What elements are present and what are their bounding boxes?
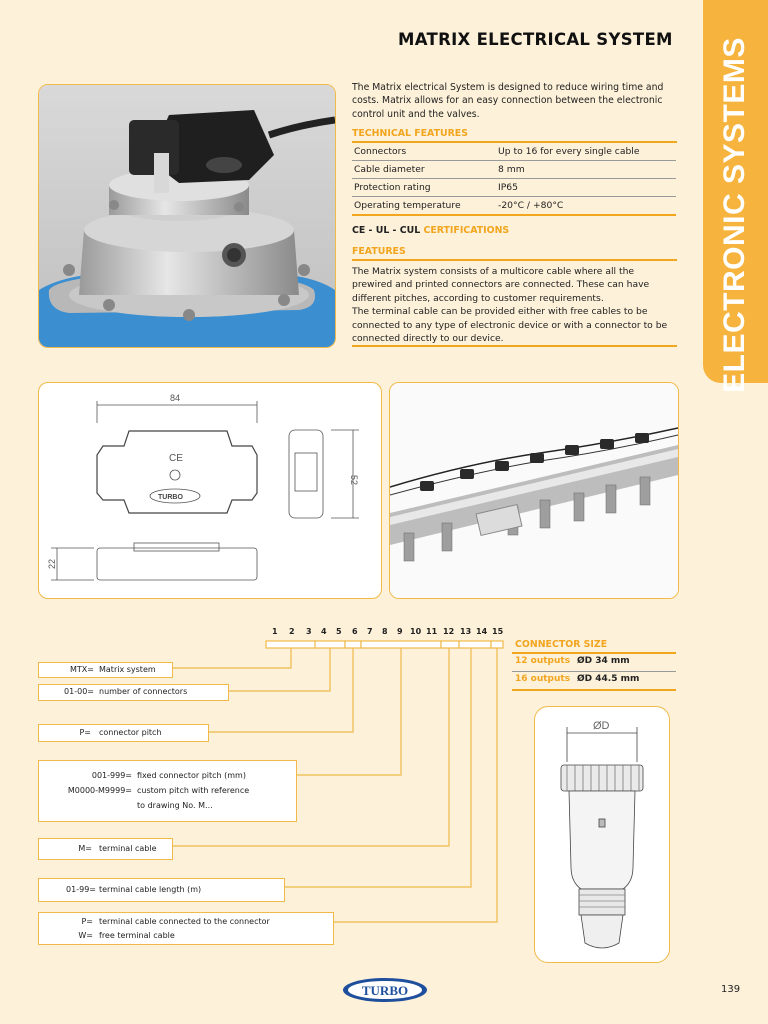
code-value: P= [81, 917, 93, 926]
features-paragraph: The Matrix system consists of a multicore cable where all the prewired and printed connectors are connected. These can have different pitches, according to customer requirements. [352, 266, 650, 304]
connector-drawing-frame [534, 706, 670, 963]
code-description: terminal cable length (m) [99, 885, 202, 894]
spec-label: Protection rating [352, 179, 496, 197]
position-number: 1 [272, 627, 278, 636]
outputs-label: 12 outputs [515, 656, 571, 666]
spec-value: IP65 [496, 179, 676, 197]
diameter-label: ØD [593, 720, 610, 732]
position-number: 5 [336, 627, 342, 636]
code-box-pitch-values [38, 760, 297, 822]
position-number: 4 [321, 627, 327, 636]
code-description: Matrix system [99, 665, 156, 674]
position-number: 12 [443, 627, 455, 636]
code-description: number of connectors [99, 687, 188, 696]
position-number: 14 [476, 627, 488, 636]
diameter-value: ØD 34 mm [577, 656, 630, 666]
dimension-width: 84 [170, 393, 181, 403]
turbo-logo [342, 977, 428, 1003]
position-number: 10 [410, 627, 422, 636]
round-connector-drawing [535, 707, 669, 962]
code-description: terminal cable [99, 844, 157, 853]
code-value: M= [78, 844, 92, 853]
features-heading: FEATURES [352, 246, 406, 257]
dimension-height: 52 [349, 475, 359, 486]
code-value: 01-00= [64, 687, 94, 696]
spec-value: Up to 16 for every single cable [496, 143, 676, 161]
code-box-terminal [38, 838, 173, 860]
position-number: 13 [460, 627, 472, 636]
dimension-thickness: 22 [47, 558, 57, 569]
logo-text: TURBO [361, 983, 409, 998]
position-number: 2 [289, 627, 295, 636]
position-number: 6 [352, 627, 358, 636]
code-description: fixed connector pitch (mm) [137, 771, 246, 780]
position-number: 11 [426, 627, 438, 636]
features-paragraph: The terminal cable can be provided either with free cables to be connected to any type of electronic device or with a connector to be connected directly to our device. [352, 306, 668, 345]
code-description: to drawing No. M... [137, 801, 213, 810]
code-value: P= [79, 728, 91, 737]
code-description: free terminal cable [99, 931, 175, 940]
position-number: 8 [382, 627, 388, 636]
certifications-label: CERTIFICATIONS [423, 225, 510, 236]
position-number: 7 [367, 627, 373, 636]
diameter-value: ØD 44.5 mm [577, 674, 640, 684]
code-box-pitch [38, 724, 209, 742]
position-number: 15 [492, 627, 504, 636]
spec-label: Connectors [352, 143, 496, 161]
code-description: connector pitch [99, 728, 162, 737]
page-number: 139 [721, 984, 741, 995]
spec-label: Operating temperature [352, 197, 496, 216]
code-value: 001-999= [91, 771, 132, 780]
spec-value: -20°C / +80°C [496, 197, 676, 216]
code-value: W= [78, 931, 93, 940]
table-row [512, 672, 676, 691]
code-box-matrix [38, 662, 173, 678]
code-box-termination [38, 912, 334, 945]
page-title: MATRIX ELECTRICAL SYSTEM [398, 30, 673, 49]
code-box-length [38, 878, 285, 902]
spec-label: Cable diameter [352, 161, 496, 179]
outputs-label: 16 outputs [515, 674, 571, 684]
spec-value: 8 mm [496, 161, 676, 179]
code-value: MTX= [70, 665, 94, 674]
code-value: M0000-M9999= [67, 786, 132, 795]
position-number: 3 [306, 627, 312, 636]
position-number: 9 [397, 627, 403, 636]
connector-size-heading: CONNECTOR SIZE [515, 639, 608, 650]
intro-text: The Matrix electrical System is designed to reduce wiring time and costs. Matrix allows for an easy connection between the electronic control unit and the valves. [352, 82, 664, 120]
technical-features-heading: TECHNICAL FEATURES [352, 128, 468, 139]
side-tab-label: ELECTRONIC SYSTEMS [718, 37, 751, 393]
ce-mark: CE [169, 453, 183, 464]
code-description: custom pitch with reference [137, 786, 250, 795]
code-value: 01-99= [66, 885, 96, 894]
code-description: terminal cable connected to the connector [99, 917, 270, 926]
table-row [512, 654, 676, 672]
code-box-connectors [38, 684, 229, 701]
drawing-logo: TURBO [158, 494, 183, 501]
certifications-marks: CE - UL - CUL [352, 225, 421, 236]
